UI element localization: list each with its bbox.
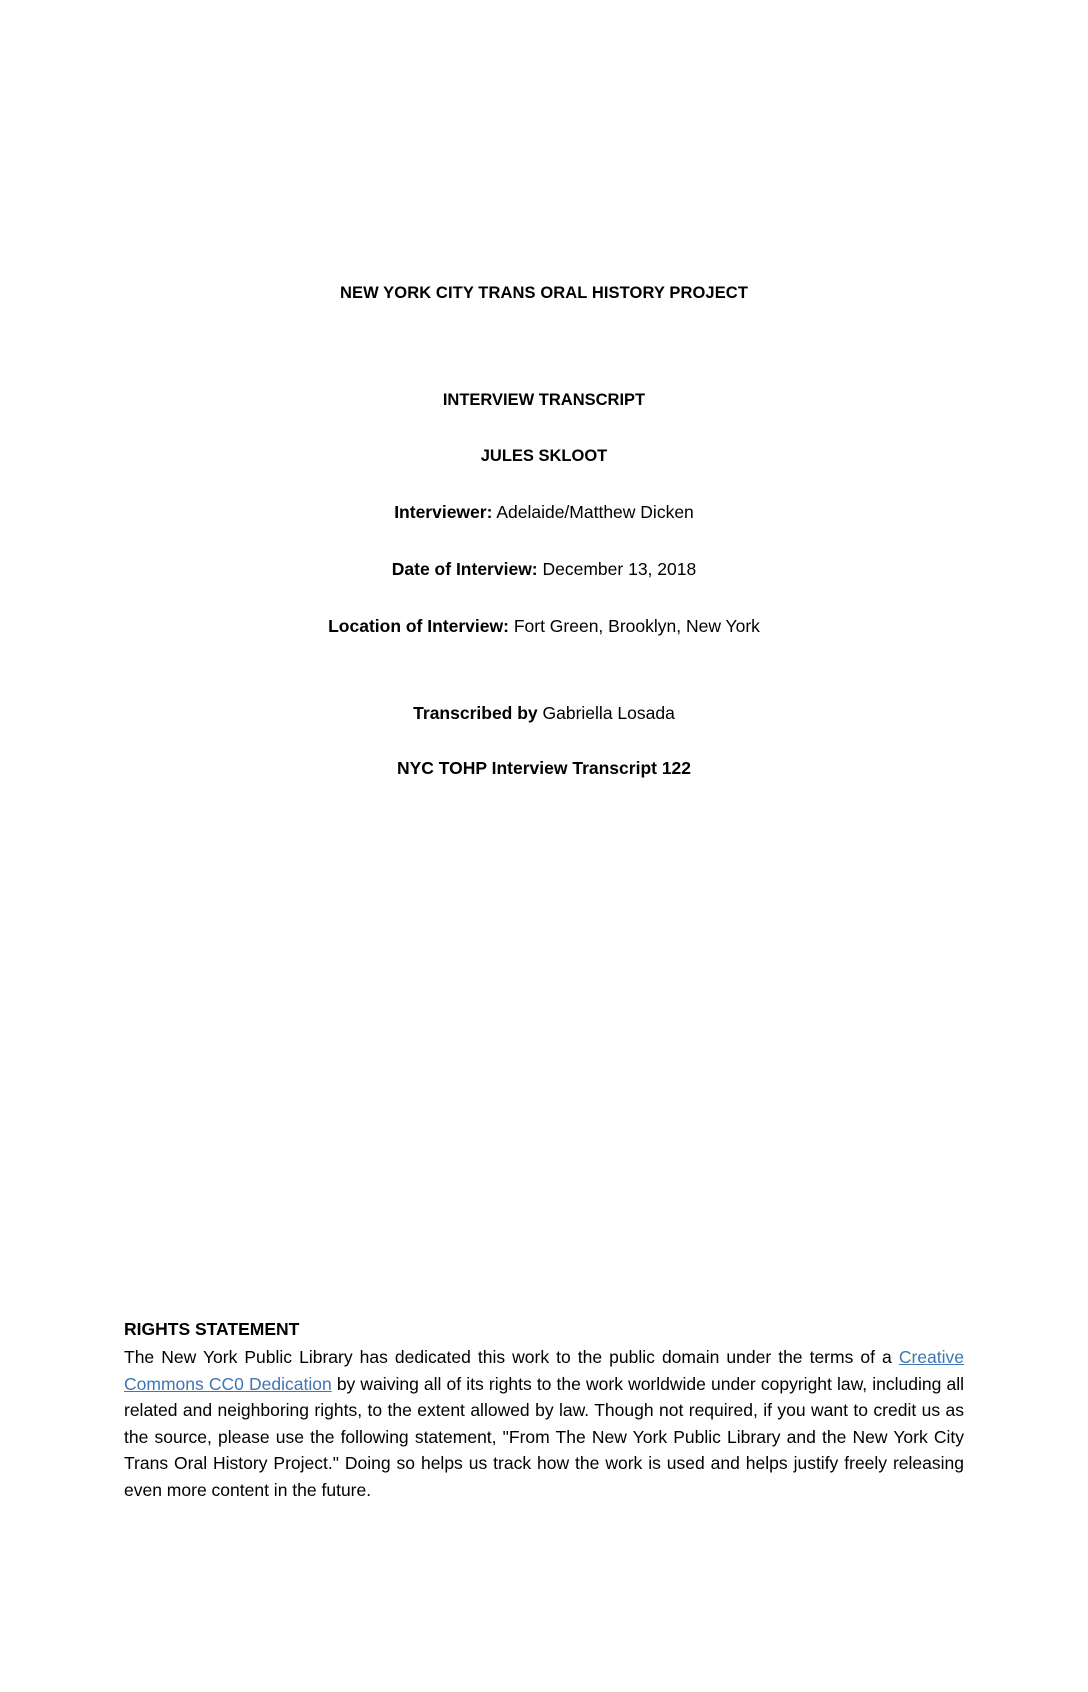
rights-text-after-link: by waiving all of its rights to the work worldwide under copyright law, including all related and neighboring rights, to the extent allowed by law. Though not required, if you want to credit us as the source, please use the following statement, "From The New York Public Library and the New York City Trans Oral History Project." Doing so helps us track how the work is used and helps justify freely releasing even more content in the future. [124,1373,965,1500]
title-block [124,284,964,779]
date-value: December 13, 2018 [537,559,697,579]
transcribed-label: Transcribed by [413,703,538,723]
interviewer-label: Interviewer: [394,502,493,522]
transcript-label: INTERVIEW TRANSCRIPT [442,391,646,409]
rights-statement-body [124,1344,964,1503]
location-line [124,616,964,637]
transcript-number: NYC TOHP Interview Transcript 122 [396,758,692,778]
rights-statement-heading: RIGHTS STATEMENT [124,1319,300,1339]
date-line [124,559,964,580]
location-value: Fort Green, Brooklyn, New York [508,616,760,636]
interview-subject-name: JULES SKLOOT [480,447,608,465]
rights-text-before-link: The New York Public Library has dedicated this work to the public domain under the terms of a [124,1347,899,1367]
interviewer-value: Adelaide/Matthew Dicken [492,502,694,522]
document-page [0,284,1088,1692]
transcribed-line [124,703,964,724]
page-title: NEW YORK CITY TRANS ORAL HISTORY PROJECT [340,284,748,302]
location-label: Location of Interview: [328,616,509,636]
date-label: Date of Interview: [391,559,538,579]
rights-statement [124,1319,964,1503]
transcribed-value: Gabriella Losada [537,703,675,723]
interviewer-line [124,502,964,523]
creative-commons-link[interactable]: Creative Commons CC0 Dedication [124,1347,964,1394]
